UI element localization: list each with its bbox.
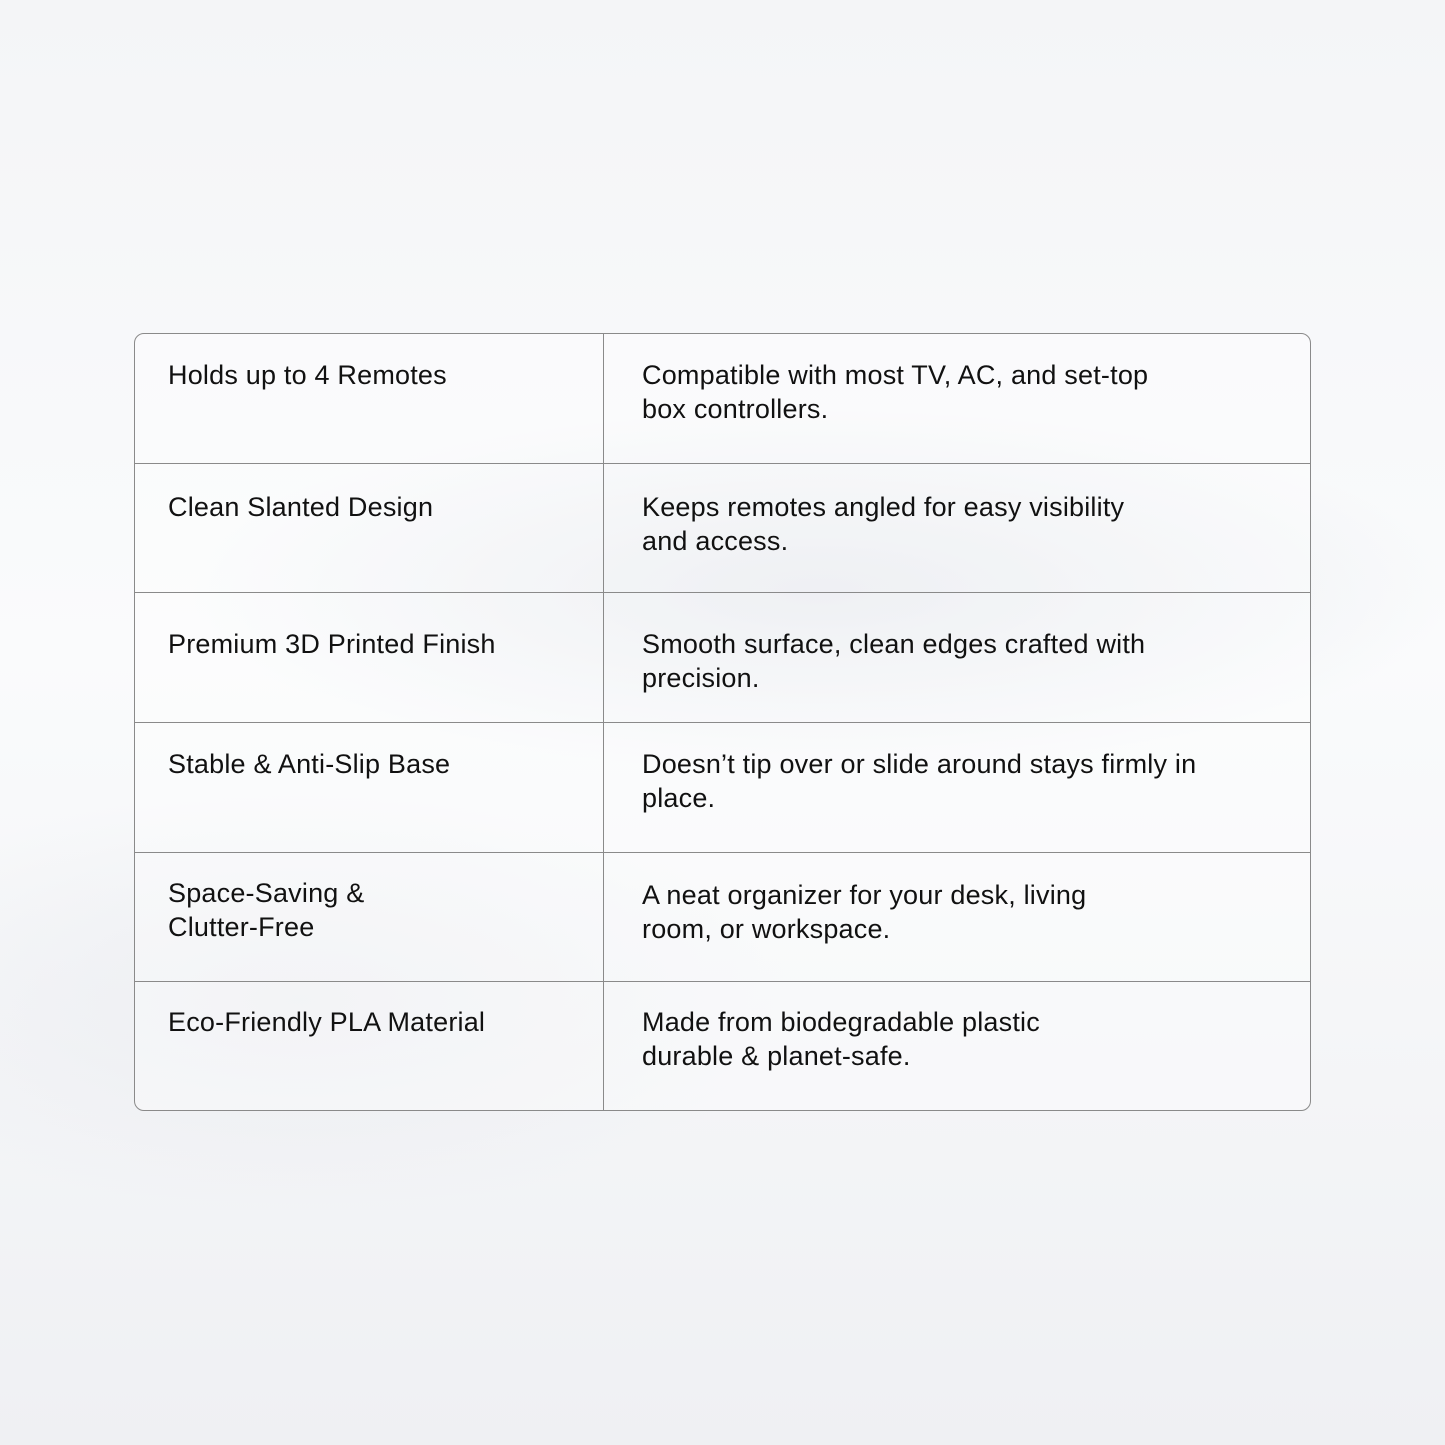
feature-label: Premium 3D Printed Finish [168, 629, 496, 660]
feature-cell [135, 593, 604, 722]
description-cell [604, 334, 1310, 463]
table-row [135, 723, 1310, 853]
table-row [135, 593, 1310, 723]
description-cell [604, 982, 1310, 1111]
feature-description: Made from biodegradable plastic durable & planet-safe. [642, 1007, 1040, 1072]
feature-label: Stable & Anti-Slip Base [168, 748, 451, 779]
description-cell [604, 723, 1310, 852]
feature-label: Clean Slanted Design [168, 491, 434, 522]
table-row [135, 334, 1310, 464]
feature-cell [135, 464, 604, 593]
table-row [135, 853, 1310, 983]
features-table [134, 333, 1311, 1111]
feature-label: Eco-Friendly PLA Material [168, 1007, 486, 1038]
description-cell [604, 593, 1310, 722]
feature-description: Smooth surface, clean edges crafted with precision. [642, 629, 1146, 694]
feature-cell [135, 853, 604, 982]
table-row [135, 464, 1310, 594]
feature-description: Keeps remotes angled for easy visibility and access. [642, 491, 1125, 556]
description-cell [604, 464, 1310, 593]
table-row [135, 982, 1310, 1111]
feature-description: Doesn’t tip over or slide around stays firmly in place. [642, 748, 1197, 813]
feature-label: Space-Saving & Clutter-Free [168, 877, 365, 942]
feature-label: Holds up to 4 Remotes [168, 360, 447, 390]
feature-description: A neat organizer for your desk, living room, or workspace. [642, 879, 1087, 944]
description-cell [604, 853, 1310, 982]
feature-cell [135, 334, 604, 463]
feature-cell [135, 723, 604, 852]
feature-description: Compatible with most TV, AC, and set-top box controllers. [642, 360, 1149, 424]
feature-cell [135, 982, 604, 1111]
